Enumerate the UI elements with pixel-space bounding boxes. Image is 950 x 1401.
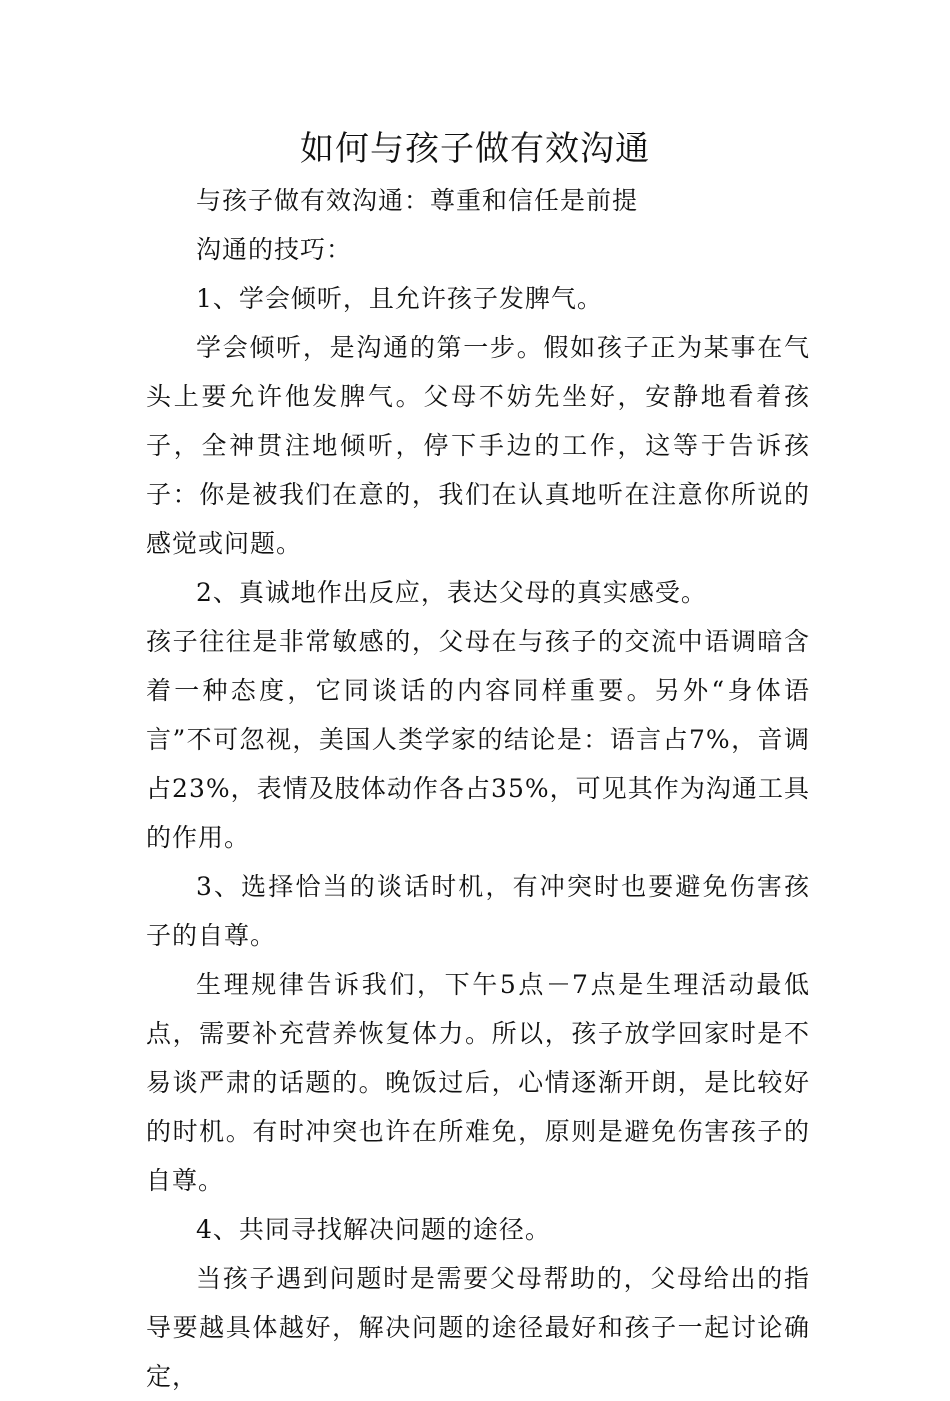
paragraph-point-4-body: 当孩子遇到问题时是需要父母帮助的，父母给出的指导要越具体越好，解决问题的途径最好和孩子一起讨论确定， — [146, 1264, 810, 1391]
paragraph-point-1-heading: 1、学会倾听，且允许孩子发脾气。 — [196, 284, 603, 313]
paragraph-premise: 与孩子做有效沟通：尊重和信任是前提 — [196, 186, 639, 215]
paragraph-point-2-heading: 2、真诚地作出反应，表达父母的真实感受。 — [196, 578, 707, 607]
paragraph-point-3-body: 生理规律告诉我们，下午5点－7点是生理活动最低点，需要补充营养恢复体力。所以，孩子放学回家时是不易谈严肃的话题的。晚饭过后，心情逐渐开朗，是比较好的时机。有时冲突也许在所难免，原则是避免伤害孩子的自尊。 — [146, 970, 810, 1195]
document-title: 如何与孩子做有效沟通 — [300, 129, 650, 169]
document-body — [146, 176, 810, 1401]
paragraph-point-3-heading: 3、选择恰当的谈话时机，有冲突时也要避免伤害孩子的自尊。 — [146, 872, 810, 950]
paragraph-skills-heading: 沟通的技巧： — [196, 235, 353, 264]
paragraph-point-2-body: 孩子往往是非常敏感的，父母在与孩子的交流中语调暗含着一种态度，它同谈话的内容同样重要。另外“身体语言”不可忽视，美国人类学家的结论是：语言占7%，音调占23%，表情及肢体动作各占35%，可见其作为沟通工具的作用。 — [146, 627, 810, 852]
paragraph-point-4-heading: 4、共同寻找解决问题的途径。 — [196, 1215, 551, 1244]
paragraph-point-1-body: 学会倾听，是沟通的第一步。假如孩子正为某事在气头上要允许他发脾气。父母不妨先坐好，安静地看着孩子，全神贯注地倾听，停下手边的工作，这等于告诉孩子：你是被我们在意的，我们在认真地听在注意你所说的感觉或问题。 — [146, 333, 810, 558]
